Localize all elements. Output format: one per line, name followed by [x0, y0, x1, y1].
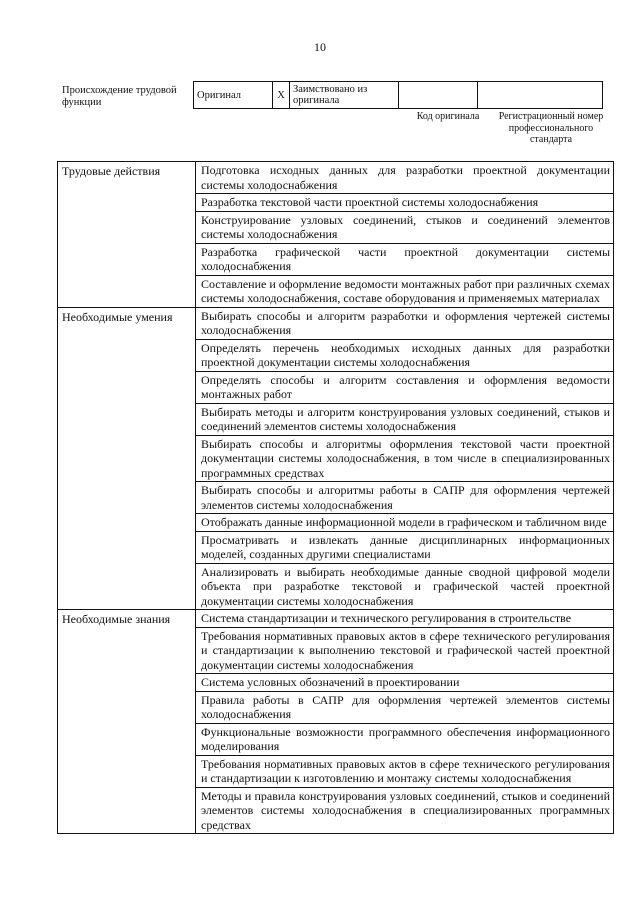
reg-number-cell: [478, 82, 603, 109]
page-number: 10: [314, 40, 326, 54]
section-item: Выбирать способы и алгоритм разработки и оформления чертежей системы холодоснабжения: [196, 307, 614, 339]
section-item: Методы и правила конструирования узловых соединений, стыков и соединений элементов системы холодоснабжения в специализированных программных средствах: [196, 787, 614, 834]
section-item: Составление и оформление ведомости монтажных работ при различных схемах системы холодоснабжения, составе оборудования и применяемых материалах: [196, 275, 614, 307]
section-item: Выбирать способы и алгоритмы работы в САПР для оформления чертежей элементов системы холодоснабжения: [196, 482, 614, 514]
function-table: [57, 161, 614, 834]
section-item: Разработка графической части проектной документации системы холодоснабжения: [196, 243, 614, 275]
table-row: [58, 162, 614, 194]
section-item: Подготовка исходных данных для разработки проектной документации системы холодоснабжения: [196, 162, 614, 194]
code-original-label: Код оригинала: [416, 111, 480, 122]
section-title: Необходимые умения: [58, 307, 196, 610]
origin-table: [193, 81, 603, 109]
table-row: [58, 307, 614, 339]
section-item: Определять способы и алгоритм составления и оформления ведомости монтажных работ: [196, 371, 614, 403]
section-item: Система стандартизации и технического регулирования в строительстве: [196, 610, 614, 628]
section-item: Функциональные возможности программного обеспечения информационного моделирования: [196, 723, 614, 755]
original-cell: Оригинал: [194, 82, 273, 109]
origin-label: Происхождение трудовой функции: [62, 85, 177, 108]
original-mark: X: [273, 82, 290, 109]
borrowed-cell: Заимствовано из оригинала: [290, 82, 399, 109]
section-title: Необходимые знания: [58, 610, 196, 834]
reg-number-label: Регистрационный номер профессионального стандарта: [498, 111, 604, 145]
section-item: Выбирать способы и алгоритмы оформления текстовой части проектной документации системы холодоснабжения, в том числе в специализированных программных средствах: [196, 435, 614, 482]
section-item: Система условных обозначений в проектировании: [196, 674, 614, 692]
table-row: [58, 610, 614, 628]
section-item: Конструирование узловых соединений, стыков и соединений элементов системы холодоснабжения: [196, 211, 614, 243]
code-cell: [399, 82, 478, 109]
section-item: Отображать данные информационной модели в графическом и табличном виде: [196, 514, 614, 532]
section-item: Анализировать и выбирать необходимые данные сводной цифровой модели объекта при разработке текстовой и графической частей проектной документации системы холодоснабжения: [196, 563, 614, 610]
section-item: Выбирать методы и алгоритм конструирования узловых соединений, стыков и соединений элементов системы холодоснабжения: [196, 403, 614, 435]
section-item: Определять перечень необходимых исходных данных для разработки проектной документации системы холодоснабжения: [196, 339, 614, 371]
section-item: Требования нормативных правовых актов в сфере технического регулирования и стандартизации к изготовлению и монтажу системы холодоснабжения: [196, 755, 614, 787]
section-item: Разработка текстовой части проектной системы холодоснабжения: [196, 194, 614, 212]
section-title: Трудовые действия: [58, 162, 196, 308]
section-item: Просматривать и извлекать данные дисциплинарных информационных моделей, созданных другими специалистами: [196, 531, 614, 563]
section-item: Правила работы в САПР для оформления чертежей элементов системы холодоснабжения: [196, 691, 614, 723]
section-item: Требования нормативных правовых актов в сфере технического регулирования и стандартизации к выполнению текстовой и графической частей проектной документации системы холодоснабжения: [196, 627, 614, 674]
